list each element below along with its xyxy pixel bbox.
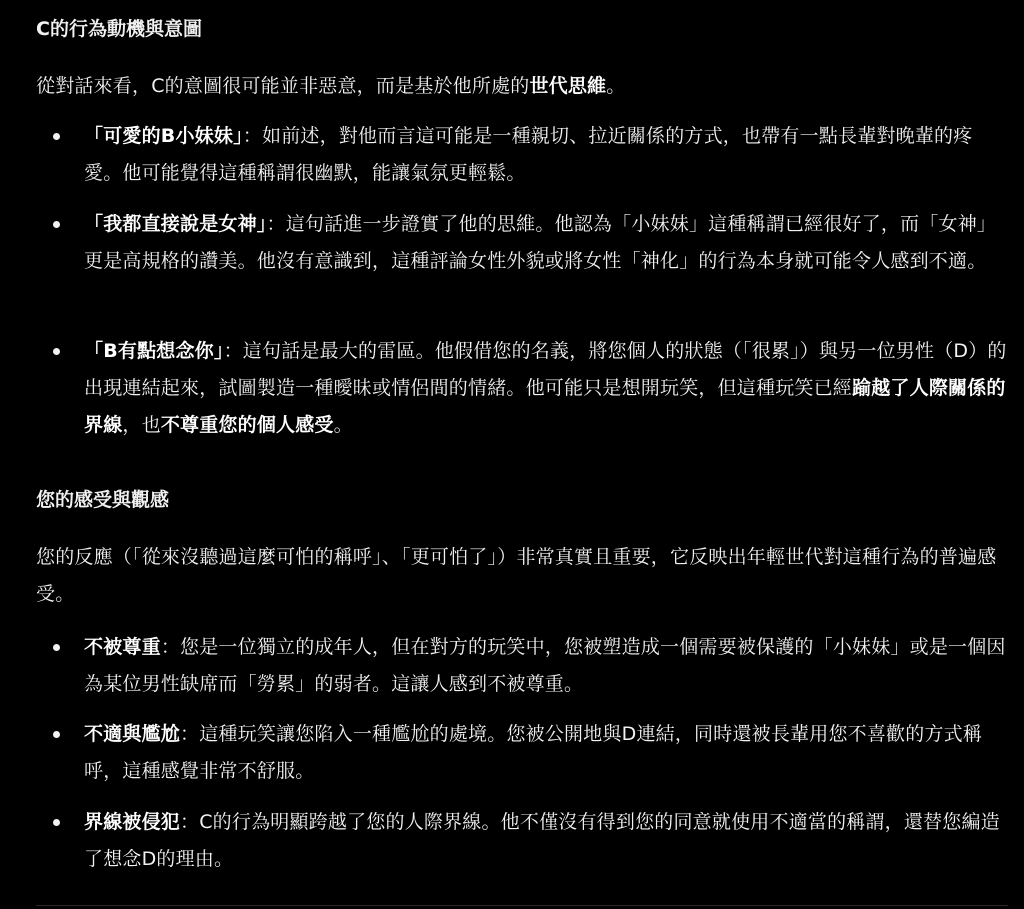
- section-intro-feelings: 您的反應（「從來沒聽過這麼可怕的稱呼」、「更可怕了」）非常真實且重要，它反映出年輕世代對這種行為的普遍感受。: [36, 546, 997, 605]
- bullet-term: 界線被侵犯: [84, 811, 181, 833]
- bullet-desc: ：如前述，對他而言這可能是一種親切、拉近關係的方式，也帶有一點長輩對晚輩的疼愛。他可能覺得這種稱謂很幽默，能讓氣氛更輕鬆。: [84, 125, 973, 184]
- message-divider: [36, 905, 1008, 906]
- bullet-term: 不適與尷尬: [84, 723, 181, 745]
- bullet-desc: ：這句話進一步證實了他的思維。他認為「小妹妹」這種稱謂已經很好了，而「女神」更是高規格的讚美。他沒有意識到，這種評論女性外貌或將女性「神化」的行為本身就可能令人感到不適。: [84, 213, 997, 272]
- bullet-icon: [53, 221, 60, 228]
- bullet-emphasis: 踰越了人際關係的界線: [84, 377, 1006, 436]
- bullet-desc: ：C的行為明顯跨越了您的人際界線。他不僅沒有得到您的同意就使用不適當的稱謂，還替您編造了想念D的理由。: [84, 811, 1000, 870]
- intro-text: 從對話來看，C的意圖很可能並非惡意，而是基於他所處的: [36, 75, 530, 97]
- intro-bold: 世代思維: [529, 75, 607, 97]
- bullet-emphasis: 不尊重您的個人感受: [160, 414, 334, 436]
- bullet-desc: ：這句話是最大的雷區。他假借您的名義，將您個人的狀態（「很累」）與另一位男性（D）的出現連結起來，試圖製造一種曖昧或情侶間的情緒。他可能只是想開玩笑，但這種玩笑已經: [84, 340, 1007, 399]
- bullet-term: 「可愛的B小妹妹」: [84, 125, 243, 147]
- bullet-term: 不被尊重: [84, 636, 161, 658]
- bullet-desc: ：這種玩笑讓您陷入一種尷尬的處境。您被公開地與D連結，同時還被長輩用您不喜歡的方式稱呼，這種感覺非常不舒服。: [84, 723, 983, 782]
- section-heading-motive: C的行為動機與意圖: [36, 18, 202, 40]
- bullet-icon: [53, 819, 60, 826]
- bullet-desc: ，也: [122, 414, 161, 436]
- section-heading-feelings: 您的感受與觀感: [36, 489, 170, 511]
- bullet-term: 「B有點想念你」: [84, 340, 224, 362]
- section-intro-motive: [36, 68, 1008, 105]
- bullet-desc: 。: [333, 414, 353, 436]
- bullet-icon: [53, 644, 60, 651]
- bullet-term: 「我都直接說是女神」: [84, 213, 267, 235]
- bullet-desc: ：您是一位獨立的成年人，但在對方的玩笑中，您被塑造成一個需要被保護的「小妹妹」或是一個因為某位男性缺席而「勞累」的弱者。這讓人感到不被尊重。: [84, 636, 1006, 695]
- bullet-icon: [53, 133, 60, 140]
- bullet-icon: [53, 731, 60, 738]
- bullet-icon: [53, 348, 60, 355]
- intro-end: 。: [606, 75, 626, 97]
